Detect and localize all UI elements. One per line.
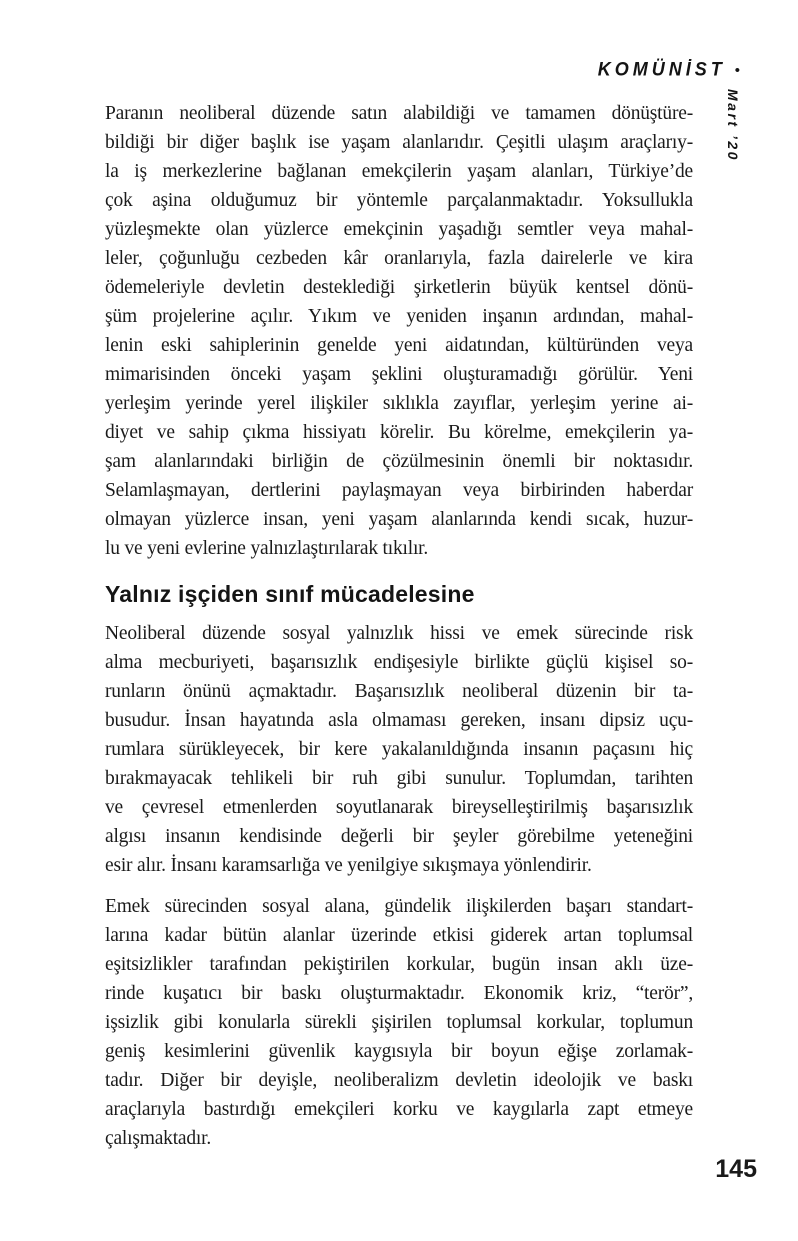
text-line: algısı insanın kendisinde değerli bir şeyler görebilme yeteneğini [105,826,693,847]
text-line: lenin eski sahiplerinin genelde yeni aidatından, kültüründen veya [105,335,693,356]
text-line: Selamlaşmayan, dertlerini paylaşmayan veya birbirinden haberdar [105,480,693,501]
section-heading: Yalnız işçiden sınıf mücadelesine [105,581,475,607]
paragraph [105,619,693,880]
text-line: mimarisinden önceki yaşam şeklini oluşturamadığı görülür. Yeni [105,364,693,385]
text-line: busudur. İnsan hayatında asla olmaması gereken, insanı dipsiz uçu- [105,710,693,731]
text-line: geniş kesimlerini güvenlik kaygısıyla bir boyun eğişe zorlamak- [105,1041,693,1062]
text-line: Neoliberal düzende sosyal yalnızlık hissi ve emek sürecinde risk [105,623,693,644]
text-line: araçlarıyla bastırdığı emekçileri korku ve kaygılarla zapt etmeye [105,1099,693,1120]
text-line: alma mecburiyeti, başarısızlık endişesiyle birlikte güçlü kişisel so- [105,652,693,673]
text-line: Paranın neoliberal düzende satın alabildiği ve tamamen dönüştüre- [105,103,693,124]
text-line: bildiği bir diğer başlık ise yaşam alanlarıdır. Çeşitli ulaşım araçlarıy- [105,132,693,153]
article-body [105,99,693,1165]
text-line: diyet ve sahip çıkma hissiyatı körelir. Bu körelme, emekçilerin ya- [105,422,693,443]
text-line: yerleşim yerinde yerel ilişkiler sıklıkla zayıflar, yerleşim yerine ai- [105,393,693,414]
text-line: çalışmaktadır. [105,1128,212,1149]
bullet-icon: • [734,62,740,79]
text-line: ve çevresel etmenlerden soyutlanarak bireyselleştirilmiş başarısızlık [105,797,693,818]
text-line: rinde kuşatıcı bir baskı oluşturmaktadır. Ekonomik kriz, “terör”, [105,983,693,1004]
text-line: esir alır. İnsanı karamsarlığa ve yenilgiye sıkışmaya yönlendirir. [105,855,592,876]
text-line: runların önünü açmaktadır. Başarısızlık neoliberal düzenin bir ta- [105,681,693,702]
text-line: Emek sürecinden sosyal alana, gündelik ilişkilerden başarı standart- [105,896,693,917]
masthead [598,59,740,80]
page-number: 145 [715,1155,757,1183]
text-line: çok aşina olduğumuz bir yöntemle parçalanmaktadır. Yoksullukla [105,190,693,211]
paragraph [105,99,693,563]
issue-date-vertical: Mart ’20 [725,89,741,162]
text-line: la iş merkezlerine bağlanan emekçilerin yaşam alanları, Türkiye’de [105,161,693,182]
text-line: işsizlik gibi konularla sürekli şişirilen toplumsal korkular, toplumun [105,1012,693,1033]
text-line: leler, çoğunluğu cezbeden kâr oranlarıyla, fazla dairelerle ve kira [105,248,693,269]
text-line: olmayan yüzlerce insan, yeni yaşam alanlarında kendi sıcak, huzur- [105,509,693,530]
text-line: eşitsizlikler tarafından pekiştirilen korkular, bugün insan aklı üze- [105,954,693,975]
text-line: şam alanlarındaki birliğin de çözülmesinin önemli bir noktasıdır. [105,451,693,472]
text-line: lu ve yeni evlerine yalnızlaştırılarak tıkılır. [105,538,429,559]
text-line: tadır. Diğer bir deyişle, neoliberalizm devletin ideolojik ve baskı [105,1070,693,1091]
text-line: yüzleşmekte olan yüzlerce emekçinin yaşadığı semtler veya mahal- [105,219,693,240]
text-line: larına kadar bütün alanlar üzerinde etkisi giderek artan toplumsal [105,925,693,946]
text-line: rumlara sürükleyecek, bir kere yakalanıldığında insanın paçasını hiç [105,739,693,760]
magazine-title: KOMÜNİST [597,58,726,80]
paragraph [105,892,693,1153]
text-line: bırakmayacak tehlikeli bir ruh gibi sunulur. Toplumdan, tarihten [105,768,693,789]
text-line: şüm projelerine açılır. Yıkım ve yeniden inşanın ardından, mahal- [105,306,693,327]
text-line: ödemeleriyle devletin desteklediği şirketlerin büyük kentsel dönü- [105,277,693,298]
